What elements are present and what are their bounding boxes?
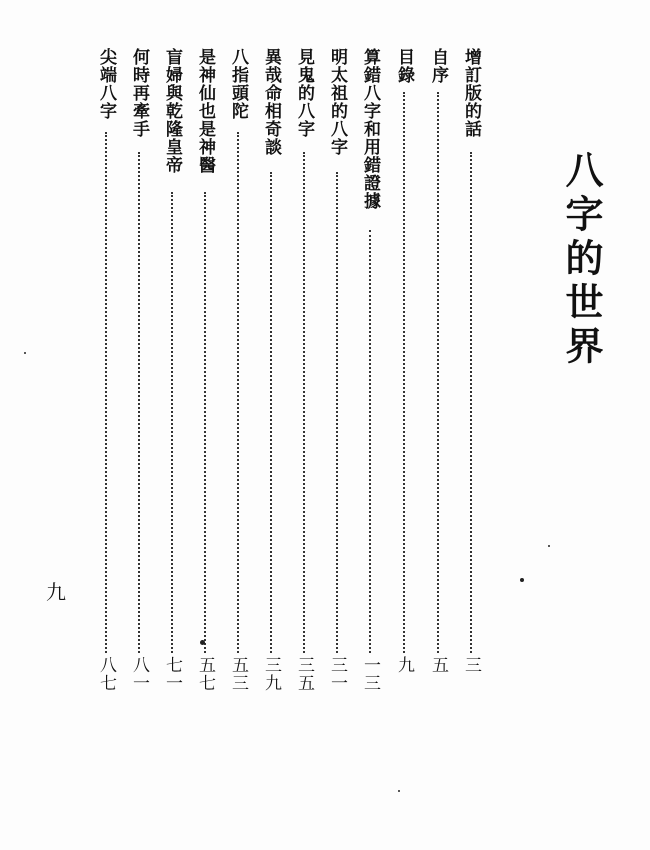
toc-entry (355, 48, 385, 708)
toc-entry (124, 48, 154, 708)
toc-entry (223, 48, 253, 708)
toc-entry-title: 何時再牽手 (129, 48, 149, 138)
toc-entry-page: 五 (428, 656, 448, 674)
toc-entry-page: 五三 (228, 656, 248, 692)
toc-entry-title: 明太祖的八字 (327, 48, 347, 156)
toc-entry-title: 算錯八字和用錯證據 (360, 48, 380, 210)
dot-leader (138, 152, 140, 653)
ink-speck (548, 545, 550, 547)
toc-entry-title: 增訂版的話 (461, 48, 481, 138)
dot-leader (369, 230, 371, 653)
toc-entry-title: 盲婦與乾隆皇帝 (162, 48, 182, 174)
dot-leader (470, 152, 472, 653)
toc-entry-title: 八指頭陀 (228, 48, 248, 120)
book-title: 八字的世界 (559, 150, 603, 370)
toc-entry-page: 三一 (327, 656, 347, 692)
toc-entry (456, 48, 486, 708)
toc-entry (256, 48, 286, 708)
toc-entry-page: 九 (394, 656, 414, 674)
toc-entry-title: 自序 (428, 48, 448, 84)
dot-leader (204, 192, 206, 653)
toc-entry-page: 八一 (129, 656, 149, 692)
toc-entry-page: 三 (461, 656, 481, 674)
dot-leader (437, 92, 439, 653)
ink-speck (398, 790, 400, 792)
toc-entry-page: 一三 (360, 656, 380, 692)
toc-entry-title: 見鬼的八字 (294, 48, 314, 138)
toc-entry-page: 七一 (162, 656, 182, 692)
dot-leader (303, 152, 305, 653)
toc-entry-page: 三五 (294, 656, 314, 692)
dot-leader (171, 192, 173, 653)
page-number: 九 (46, 580, 66, 604)
toc-entry-page: 八七 (96, 656, 116, 692)
ink-speck (24, 352, 26, 354)
ink-speck (200, 640, 205, 645)
dot-leader (336, 172, 338, 653)
toc-entry-page: 五七 (195, 656, 215, 692)
dot-leader (105, 132, 107, 653)
toc-entry-page: 三九 (261, 656, 281, 692)
toc-entry (423, 48, 453, 708)
toc-entry-title: 是神仙也是神醫 (195, 48, 215, 174)
toc-entry-title: 異哉命相奇談 (261, 48, 281, 156)
toc-entry (157, 48, 187, 708)
toc-entry-title: 尖端八字 (96, 48, 116, 120)
dot-leader (403, 92, 405, 653)
toc-entry-title: 目錄 (394, 48, 414, 84)
toc-entry (190, 48, 220, 708)
toc-entry (389, 48, 419, 708)
ink-speck (520, 578, 524, 582)
dot-leader (237, 132, 239, 653)
toc-entry (289, 48, 319, 708)
toc-entry (322, 48, 352, 708)
dot-leader (270, 172, 272, 653)
toc-entry (91, 48, 121, 708)
